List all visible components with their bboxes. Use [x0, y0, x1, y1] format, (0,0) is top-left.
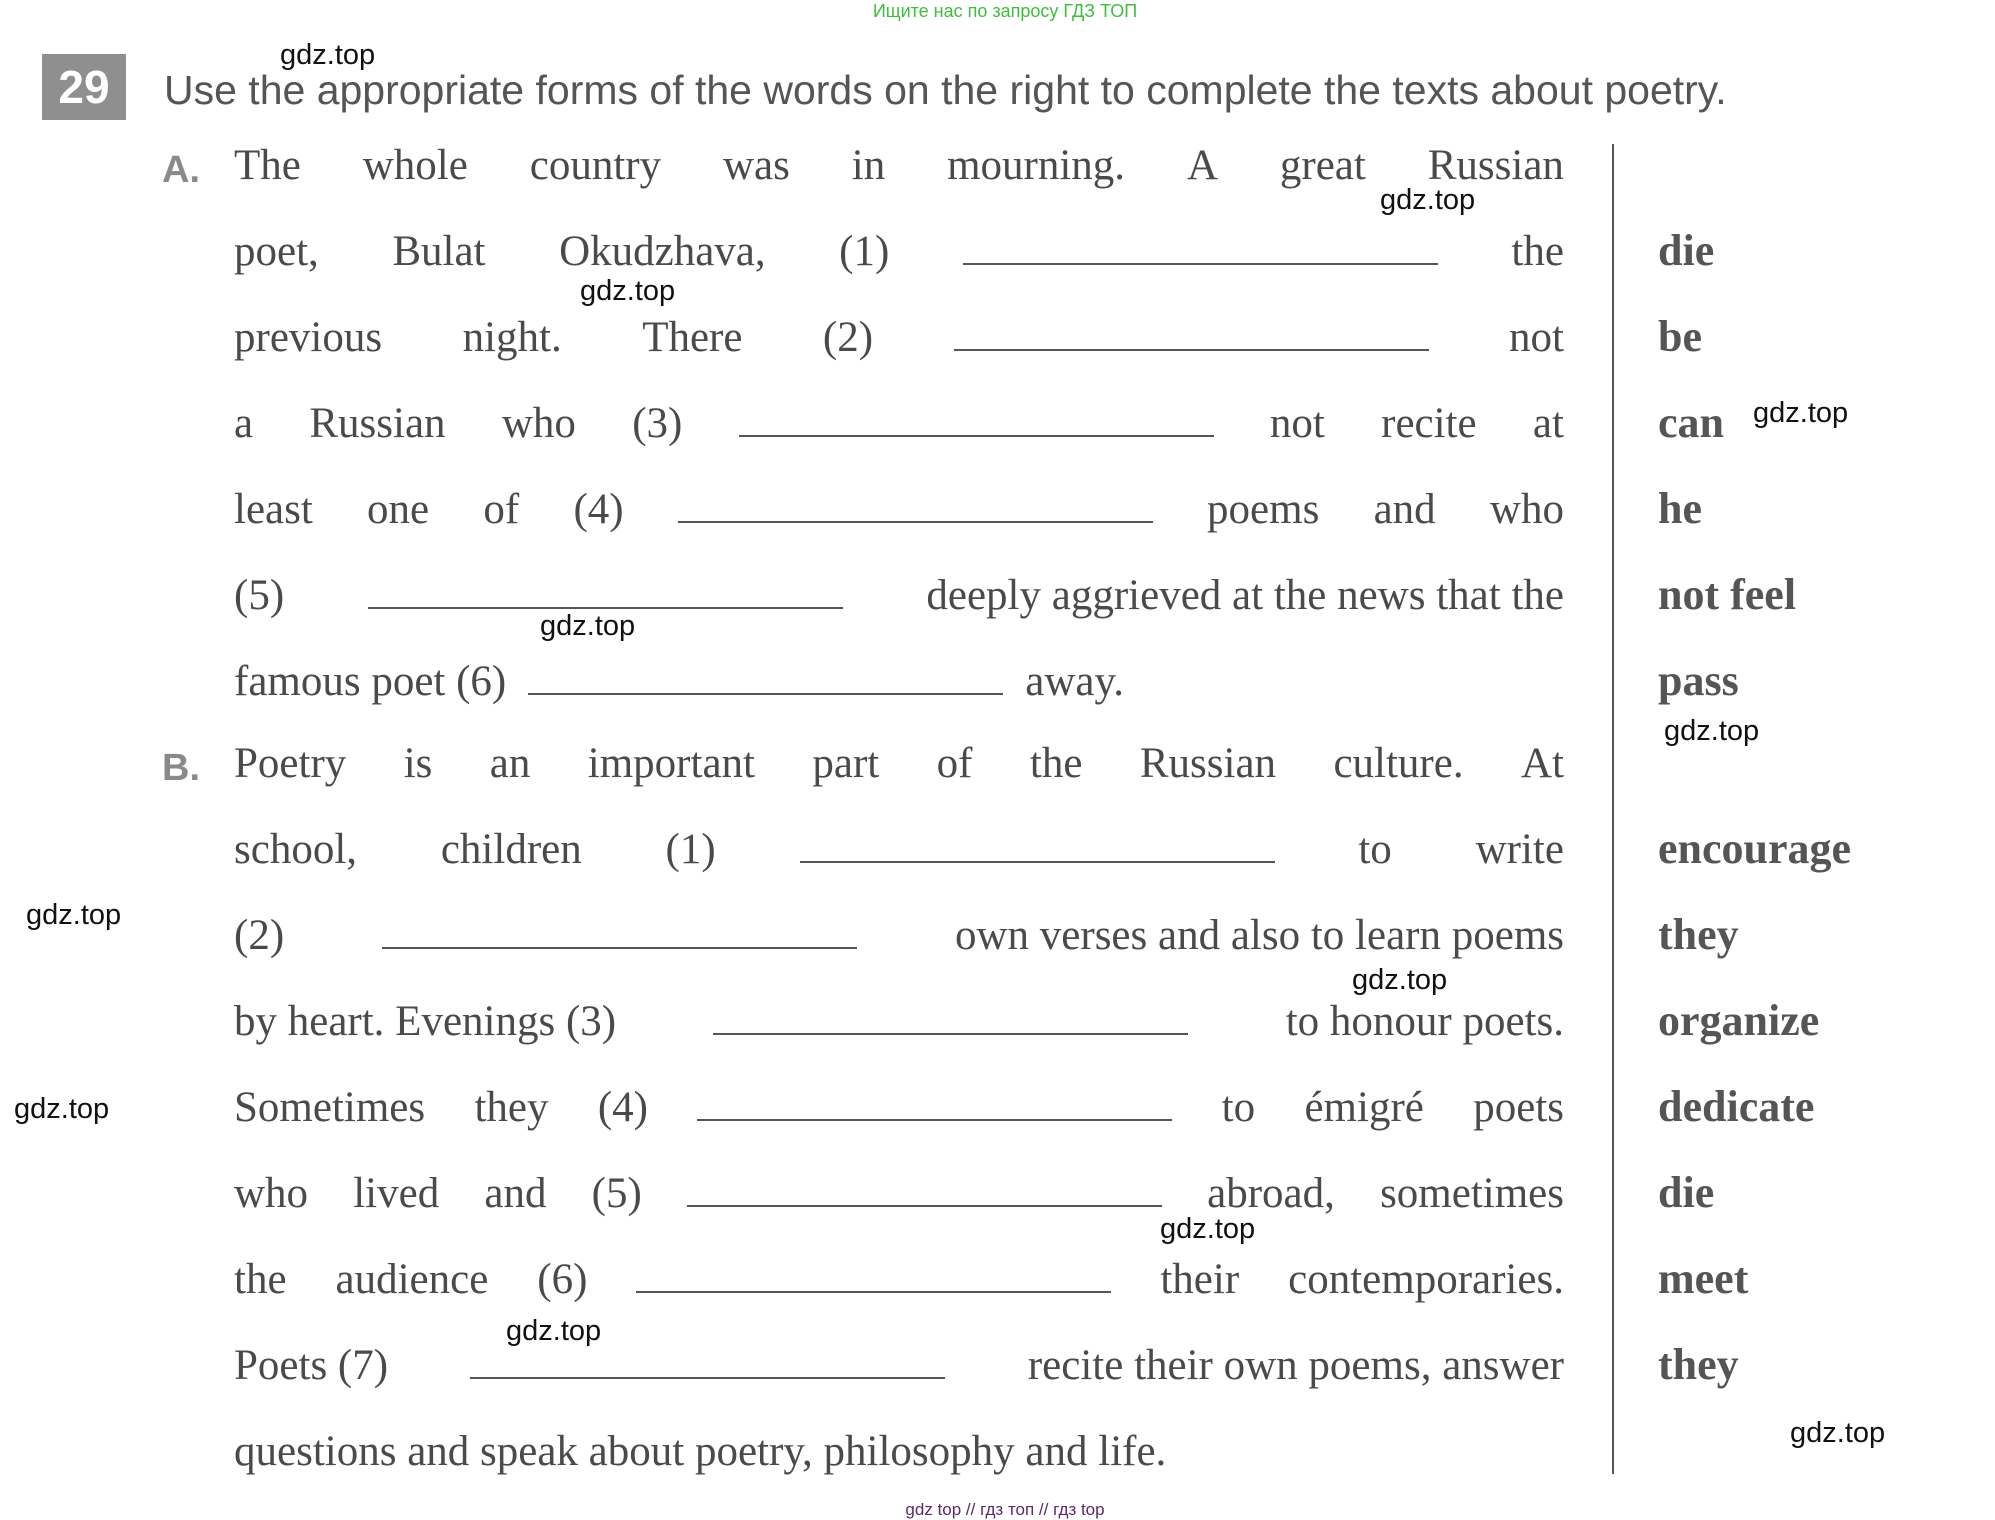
top-banner: Ищите нас по запросу ГДЗ ТОП	[872, 1, 1138, 21]
text-word: school,	[234, 825, 358, 873]
text-word: night.	[462, 313, 562, 361]
text-word: country	[529, 141, 662, 189]
answer-blank[interactable]	[954, 349, 1429, 351]
answer-blank[interactable]	[800, 861, 1275, 863]
text-word: their	[1160, 1255, 1240, 1303]
text-word: poets	[1473, 1083, 1564, 1131]
word-prompt: pass	[1658, 656, 1739, 705]
text-word: one	[367, 485, 430, 533]
section-b-letter: B.	[162, 747, 200, 789]
answer-blank[interactable]	[382, 947, 857, 949]
text-word: (6)	[537, 1255, 588, 1303]
text-word: poems	[1207, 485, 1320, 533]
text-line	[234, 1322, 1564, 1408]
watermark: gdz.top	[1664, 715, 1760, 747]
watermark: gdz.top	[506, 1315, 602, 1347]
text-word: to honour poets.	[1285, 997, 1564, 1045]
text-word: in	[851, 141, 886, 189]
text-word: Okudzhava,	[559, 227, 766, 275]
text-word: own verses and also to learn poems	[954, 911, 1564, 959]
text-word: (1)	[665, 825, 716, 873]
column-divider	[1612, 144, 1614, 1474]
text-word: Russian	[309, 399, 446, 447]
text-word: (2)	[822, 313, 874, 361]
text-line	[234, 1150, 1564, 1236]
text-word: children	[440, 825, 582, 873]
exercise-number: 29	[42, 54, 126, 120]
text-word: an	[489, 739, 531, 787]
answer-blank[interactable]	[713, 1033, 1188, 1035]
section-a-letter: A.	[162, 149, 200, 191]
text-word: deeply aggrieved at the news that the	[926, 571, 1564, 619]
text-word: the	[234, 1255, 287, 1303]
text-word: Poets (7)	[234, 1341, 389, 1389]
text-word: previous	[234, 313, 383, 361]
watermark: gdz.top	[540, 610, 636, 642]
text-word: away.	[1025, 657, 1124, 705]
bottom-banner: gdz top // гдз топ // гдз top	[905, 1500, 1105, 1519]
word-prompt: they	[1658, 910, 1739, 959]
text-word: write	[1475, 825, 1564, 873]
word-prompt: not feel	[1658, 570, 1797, 619]
word-prompt: meet	[1658, 1254, 1749, 1303]
answer-blank[interactable]	[470, 1377, 945, 1379]
text-line	[234, 208, 1564, 294]
watermark: gdz.top	[1352, 964, 1448, 996]
text-line	[234, 380, 1564, 466]
text-word: poet,	[234, 227, 319, 275]
text-word: recite	[1381, 399, 1477, 447]
text-word: (5)	[234, 571, 285, 619]
text-word: There	[642, 313, 743, 361]
text-word: they	[474, 1083, 549, 1131]
watermark: gdz.top	[280, 39, 376, 71]
text-word: At	[1520, 739, 1564, 787]
text-word: important	[587, 739, 755, 787]
text-word: sometimes	[1380, 1169, 1564, 1217]
text-word: émigré	[1304, 1083, 1424, 1131]
text-word: (4)	[573, 485, 624, 533]
text-line	[234, 1408, 1564, 1494]
text-word: Poetry	[234, 739, 347, 787]
text-line	[234, 1236, 1564, 1322]
text-line	[234, 638, 1564, 724]
text-word: a	[234, 399, 254, 447]
text-word: the	[1511, 227, 1564, 275]
text-word: of	[936, 739, 973, 787]
text-word: not	[1509, 313, 1564, 361]
answer-blank[interactable]	[528, 693, 1003, 695]
watermark: gdz.top	[1753, 397, 1849, 429]
answer-blank[interactable]	[739, 435, 1214, 437]
word-prompt: die	[1658, 226, 1715, 275]
text-word: (2)	[234, 911, 285, 959]
text-word: abroad,	[1207, 1169, 1335, 1217]
text-word: mourning.	[947, 141, 1126, 189]
text-word: by heart. Evenings (3)	[234, 997, 617, 1045]
instruction-text: Use the appropriate forms of the words on the right to complete the texts about poetry.	[164, 67, 1727, 113]
text-word: recite their own poems, answer	[1027, 1341, 1564, 1389]
word-prompt: encourage	[1658, 824, 1852, 873]
word-prompt: die	[1658, 1168, 1715, 1217]
text-word: the	[1029, 739, 1083, 787]
text-word: to	[1221, 1083, 1256, 1131]
text-word: who	[1489, 485, 1564, 533]
text-line	[234, 806, 1564, 892]
text-word: (5)	[591, 1169, 642, 1217]
text-word: Sometimes	[234, 1083, 426, 1131]
answer-blank[interactable]	[687, 1205, 1162, 1207]
text-word: lived	[353, 1169, 440, 1217]
text-word: The	[234, 141, 301, 189]
text-word: and	[1373, 485, 1436, 533]
text-word: least	[234, 485, 313, 533]
text-line	[234, 294, 1564, 380]
answer-blank[interactable]	[678, 521, 1153, 523]
text-word: whole	[362, 141, 468, 189]
text-line	[234, 1064, 1564, 1150]
text-word: audience	[335, 1255, 489, 1303]
watermark: gdz.top	[580, 275, 676, 307]
text-word: A	[1186, 141, 1219, 189]
text-word: famous poet (6)	[234, 657, 507, 705]
word-prompt: dedicate	[1658, 1082, 1815, 1131]
answer-blank[interactable]	[636, 1291, 1111, 1293]
text-word: (3)	[632, 399, 683, 447]
answer-blank[interactable]	[963, 263, 1438, 265]
watermark: gdz.top	[14, 1093, 110, 1125]
text-word: not	[1269, 399, 1325, 447]
text-word: (1)	[839, 227, 890, 275]
text-word: Bulat	[392, 227, 486, 275]
text-word: contemporaries.	[1288, 1255, 1564, 1303]
text-word: to	[1358, 825, 1392, 873]
text-word: Russian	[1139, 739, 1277, 787]
text-word: (4)	[597, 1083, 648, 1131]
text-line	[234, 720, 1564, 806]
text-word: questions and speak about poetry, philosophy and life.	[234, 1427, 1167, 1475]
word-prompt: can	[1658, 398, 1724, 447]
watermark: gdz.top	[26, 899, 122, 931]
text-word: is	[403, 739, 433, 787]
text-line	[234, 122, 1564, 208]
answer-blank[interactable]	[697, 1119, 1172, 1121]
text-word: was	[722, 141, 790, 189]
word-prompt: be	[1658, 312, 1702, 361]
text-word: part	[812, 739, 880, 787]
watermark: gdz.top	[1160, 1213, 1256, 1245]
text-word: who	[501, 399, 576, 447]
text-word: great	[1279, 141, 1366, 189]
text-word: and	[484, 1169, 547, 1217]
text-word: Russian	[1427, 141, 1564, 189]
text-word: culture.	[1333, 739, 1464, 787]
text-line	[234, 552, 1564, 638]
word-prompt: he	[1658, 484, 1702, 533]
text-word: at	[1532, 399, 1564, 447]
text-word: of	[483, 485, 520, 533]
text-word: who	[234, 1169, 309, 1217]
watermark: gdz.top	[1380, 184, 1476, 216]
text-line	[234, 466, 1564, 552]
word-prompt: organize	[1658, 996, 1820, 1045]
watermark: gdz.top	[1790, 1417, 1886, 1449]
word-prompt: they	[1658, 1340, 1739, 1389]
